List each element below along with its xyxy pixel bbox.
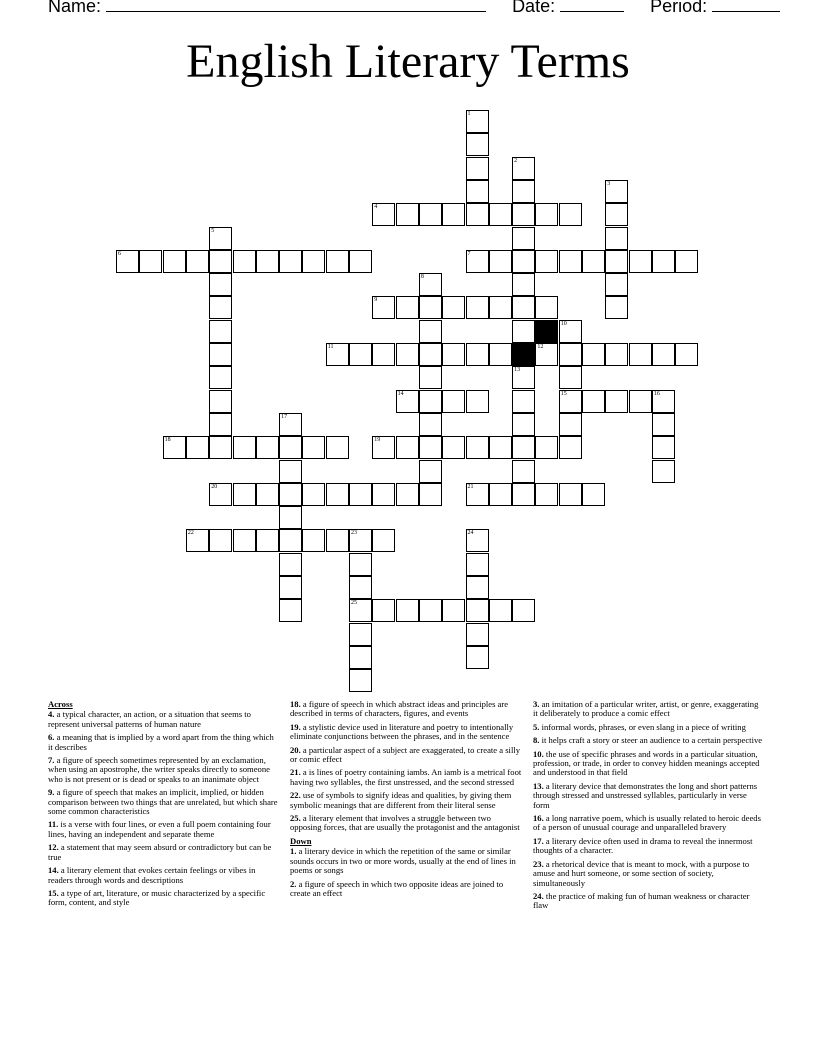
grid-cell[interactable] [256, 436, 279, 459]
grid-cell[interactable] [349, 646, 372, 669]
grid-cell[interactable] [559, 366, 582, 389]
clue-number-label: 13 [514, 367, 521, 374]
clue-text: a rhetorical device that is meant to mock, with a purpose to amuse and hurt someone, or some section of society, simultaneously [533, 858, 750, 888]
grid-cell[interactable] [652, 250, 675, 273]
grid-cell[interactable] [559, 436, 582, 459]
clue-number-label: 18 [164, 437, 171, 444]
grid-cell[interactable] [209, 436, 232, 459]
clue-number: 8. [533, 735, 540, 746]
clue-number-label: 3 [607, 180, 611, 187]
grid-cell[interactable] [489, 436, 512, 459]
grid-cell[interactable] [419, 366, 442, 389]
grid-cell[interactable] [605, 273, 628, 296]
clue-text: a statement that may seem absurd or contradictory but can be true [48, 842, 272, 862]
grid-cell[interactable] [279, 529, 302, 552]
grid-cell[interactable] [466, 599, 489, 622]
clue-number: 6. [48, 732, 55, 743]
clue-text: the use of specific phrases and words in a particular situation, profession, or trade, in order to convey hidden meanings accepted and understood in that field [533, 748, 760, 778]
clue-number: 23. [533, 858, 544, 869]
clue-number-label: 7 [467, 250, 471, 257]
clue-item [533, 892, 765, 911]
grid-cell[interactable] [559, 250, 582, 273]
grid-cell[interactable] [279, 413, 302, 436]
grid-cell[interactable] [256, 250, 279, 273]
clue-number: 7. [48, 755, 55, 766]
clue-number: 3. [533, 699, 540, 709]
clue-item [290, 700, 522, 719]
grid-cell[interactable] [419, 203, 442, 226]
grid-cell[interactable] [489, 483, 512, 506]
grid-cell[interactable] [535, 296, 558, 319]
grid-cell[interactable] [396, 436, 419, 459]
grid-cell[interactable] [442, 296, 465, 319]
clue-item [48, 843, 280, 862]
grid-cell[interactable] [512, 296, 535, 319]
grid-cell[interactable] [209, 227, 232, 250]
clue-number: 18. [290, 699, 301, 709]
clue-text: a literary device that demonstrates the long and short patterns through stressed and unstressed syllables, particularly in verse form [533, 780, 758, 810]
grid-cell[interactable] [535, 483, 558, 506]
grid-cell[interactable] [372, 296, 395, 319]
clue-number: 16. [533, 813, 544, 824]
grid-cell[interactable] [466, 576, 489, 599]
clue-item [48, 866, 280, 885]
grid-cell[interactable] [233, 250, 256, 273]
grid-cell[interactable] [163, 436, 186, 459]
grid-cell[interactable] [582, 390, 605, 413]
page-title: English Literary Terms [186, 35, 630, 88]
grid-cell[interactable] [466, 343, 489, 366]
clue-item [533, 814, 765, 833]
clue-number-label: 23 [351, 530, 357, 537]
clue-text: a figure of speech in which two opposite ideas are joined to create an effect [290, 878, 504, 898]
grid-cell[interactable] [209, 343, 232, 366]
clue-item [48, 889, 280, 908]
clue-number: 17. [533, 835, 544, 846]
grid-cell[interactable] [349, 529, 372, 552]
grid-cell[interactable] [419, 320, 442, 343]
grid-cell[interactable] [419, 390, 442, 413]
clue-item [533, 860, 765, 888]
grid-cell[interactable] [302, 250, 325, 273]
grid-cell[interactable] [233, 483, 256, 506]
grid-cell[interactable] [466, 553, 489, 576]
grid-cell[interactable] [535, 436, 558, 459]
grid-cell[interactable] [396, 483, 419, 506]
grid-cell[interactable] [582, 343, 605, 366]
grid-cell[interactable] [279, 483, 302, 506]
grid-cell[interactable] [442, 343, 465, 366]
clue-number-label: 14 [397, 390, 404, 397]
grid-cell[interactable] [349, 669, 372, 692]
grid-cell[interactable] [419, 483, 442, 506]
clue-number-label: 2 [514, 157, 518, 164]
grid-cell[interactable] [209, 390, 232, 413]
grid-cell[interactable] [279, 553, 302, 576]
clue-item [290, 746, 522, 765]
grid-cell[interactable] [629, 390, 652, 413]
grid-cell[interactable] [209, 483, 232, 506]
clue-item [533, 782, 765, 810]
clue-number-label: 21 [467, 483, 474, 490]
clue-text: a literary element that evokes certain feelings or vibes in readers through words and descriptions [48, 865, 256, 885]
clue-number-label: 11 [327, 344, 334, 350]
clue-item [290, 880, 522, 899]
grid-cell[interactable] [466, 133, 489, 156]
clue-number: 1. [290, 846, 297, 857]
clue-text: a long narrative poem, which is usually related to heroic deeds of a person of unusual courage and unparalleled bravery [533, 813, 761, 833]
grid-cell[interactable] [489, 203, 512, 226]
clue-number: 19. [290, 721, 301, 732]
grid-cell[interactable] [652, 413, 675, 436]
clue-text: a figure of speech sometimes represented by an exclamation, when using an apostrophe, the writer speaks directly to someone who is not present or is dead or speaks to an inanimate object [48, 755, 270, 784]
clue-number: 14. [48, 865, 59, 876]
grid-cell[interactable] [302, 483, 325, 506]
grid-cell[interactable] [512, 180, 535, 203]
grid-cell[interactable] [372, 203, 395, 226]
grid-cell[interactable] [512, 599, 535, 622]
clue-text: the practice of making fun of human weakness or character flaw [533, 890, 750, 911]
grid-cell[interactable] [209, 320, 232, 343]
grid-cell[interactable] [512, 366, 535, 389]
grid-cell[interactable] [442, 599, 465, 622]
grid-cell[interactable] [559, 343, 582, 366]
clue-number: 24. [533, 890, 544, 901]
clue-number-label: 25 [351, 600, 357, 607]
grid-cell[interactable] [535, 203, 558, 226]
clue-number: 9. [48, 787, 55, 798]
clue-number-label: 6 [118, 250, 121, 257]
clue-item [290, 791, 522, 810]
grid-cell[interactable] [349, 623, 372, 646]
grid-cell[interactable] [512, 250, 535, 273]
grid-cell[interactable] [605, 250, 628, 273]
black-cell [535, 320, 558, 343]
clue-number: 5. [533, 721, 540, 732]
grid-cell[interactable] [372, 599, 395, 622]
clue-number-label: 20 [211, 483, 218, 490]
grid-cell[interactable] [652, 390, 675, 413]
grid-cell[interactable] [489, 599, 512, 622]
grid-cell[interactable] [559, 203, 582, 226]
grid-cell[interactable] [419, 296, 442, 319]
clue-number: 15. [48, 887, 59, 898]
grid-cell[interactable] [163, 250, 186, 273]
clue-number: 4. [48, 709, 55, 720]
clue-item [48, 733, 280, 752]
grid-cell[interactable] [605, 203, 628, 226]
grid-cell[interactable] [652, 460, 675, 483]
clue-text: a figure of speech in which abstract ideas and principles are described in terms of characters, figures, and events [290, 699, 509, 719]
clue-text: is a verse with four lines, or even a full poem containing four lines, having an independent and separate theme [48, 819, 271, 839]
grid-cell[interactable] [535, 250, 558, 273]
grid-cell[interactable] [139, 250, 162, 273]
grid-cell[interactable] [466, 296, 489, 319]
grid-cell[interactable] [302, 529, 325, 552]
grid-cell[interactable] [466, 203, 489, 226]
clue-text: a literary device often used in drama to reveal the innermost thoughts of a character. [533, 835, 753, 856]
clue-number-label: 10 [560, 320, 567, 327]
grid-cell[interactable] [466, 250, 489, 273]
grid-cell[interactable] [489, 250, 512, 273]
clue-text: a typical character, an action, or a situation that seems to represent universal patterns of human nature [48, 709, 251, 729]
grid-cell[interactable] [186, 436, 209, 459]
clue-column-1 [48, 700, 280, 912]
clue-text: a is lines of poetry containing iambs. An iamb is a metrical foot having two syllables, the first unstressed, and the second stressed [290, 767, 522, 787]
grid-cell[interactable] [582, 483, 605, 506]
grid-cell[interactable] [442, 203, 465, 226]
clue-text: use of symbols to signify ideas and qualities, by giving them symbolic meanings that are different from their literal sense [290, 790, 512, 810]
clue-text: a stylistic device used in literature and poetry to intentionally eliminate conjunctions between the phrases, and in the sentence [290, 721, 514, 742]
grid-cell[interactable] [326, 483, 349, 506]
date-label: Date: [512, 0, 556, 16]
grid-cell[interactable] [349, 599, 372, 622]
grid-cell[interactable] [302, 436, 325, 459]
grid-cell[interactable] [512, 483, 535, 506]
clue-number: 11. [48, 819, 59, 830]
grid-cell[interactable] [535, 343, 558, 366]
grid-cell[interactable] [605, 180, 628, 203]
grid-cell[interactable] [396, 296, 419, 319]
grid-cell[interactable] [209, 529, 232, 552]
clue-number-label: 12 [537, 344, 544, 350]
clue-text: it helps craft a story or steer an audience to a certain perspective [539, 735, 763, 746]
clue-item [533, 736, 765, 745]
grid-cell[interactable] [349, 553, 372, 576]
grid-cell[interactable] [279, 250, 302, 273]
clue-number-label: 17 [281, 413, 288, 420]
grid-cell[interactable] [605, 390, 628, 413]
clue-item [290, 814, 522, 833]
clue-item [290, 768, 522, 787]
grid-cell[interactable] [419, 460, 442, 483]
clue-item [290, 723, 522, 742]
clue-number-label: 16 [653, 390, 660, 397]
grid-cell[interactable] [466, 623, 489, 646]
clue-text: a type of art, literature, or music characterized by a specific form, content, and style [48, 887, 266, 908]
clue-text: a literary element that involves a struggle between two opposing forces, that are usually the protagonist and the antagonist [290, 813, 520, 833]
grid-cell[interactable] [652, 343, 675, 366]
clue-item [48, 756, 280, 784]
grid-cell[interactable] [326, 436, 349, 459]
grid-cell[interactable] [512, 203, 535, 226]
clue-item [48, 820, 280, 839]
clue-number: 25. [290, 813, 301, 824]
clue-number: 10. [533, 748, 544, 759]
clue-number-label: 22 [187, 530, 194, 537]
grid-cell[interactable] [512, 273, 535, 296]
grid-cell[interactable] [652, 436, 675, 459]
grid-cell[interactable] [489, 296, 512, 319]
grid-cell[interactable] [256, 529, 279, 552]
name-label: Name: [48, 0, 102, 16]
clue-text: a particular aspect of a subject are exaggerated, to create a silly or comic effect [290, 744, 521, 765]
clue-column-2 [290, 700, 522, 902]
grid-cell[interactable] [419, 436, 442, 459]
grid-cell[interactable] [489, 343, 512, 366]
grid-cell[interactable] [419, 599, 442, 622]
period-label: Period: [650, 0, 708, 16]
grid-cell[interactable] [512, 390, 535, 413]
grid-cell[interactable] [279, 599, 302, 622]
grid-cell[interactable] [186, 250, 209, 273]
grid-cell[interactable] [233, 436, 256, 459]
grid-cell[interactable] [209, 273, 232, 296]
grid-cell[interactable] [372, 529, 395, 552]
grid-cell[interactable] [466, 436, 489, 459]
clue-item [48, 788, 280, 816]
clue-number-label: 1 [467, 111, 471, 117]
grid-cell[interactable] [559, 483, 582, 506]
grid-cell[interactable] [675, 343, 698, 366]
grid-cell[interactable] [512, 227, 535, 250]
grid-cell[interactable] [209, 366, 232, 389]
clue-text: an imitation of a particular writer, artist, or genre, exaggerating it deliberately to produce a comic effect [533, 699, 759, 719]
clue-number-label: 8 [420, 274, 424, 281]
grid-cell[interactable] [279, 506, 302, 529]
grid-cell[interactable] [279, 436, 302, 459]
grid-cell[interactable] [372, 483, 395, 506]
grid-cell[interactable] [629, 343, 652, 366]
clue-text: informal words, phrases, or even slang in a piece of writing [539, 721, 746, 732]
grid-cell[interactable] [396, 203, 419, 226]
grid-cell[interactable] [396, 343, 419, 366]
grid-cell[interactable] [326, 343, 349, 366]
grid-cell[interactable] [116, 250, 139, 273]
grid-cell[interactable] [466, 110, 489, 133]
grid-cell[interactable] [349, 250, 372, 273]
grid-cell[interactable] [442, 390, 465, 413]
grid-cell[interactable] [209, 413, 232, 436]
grid-cell[interactable] [233, 529, 256, 552]
grid-cell[interactable] [372, 343, 395, 366]
grid-cell[interactable] [512, 436, 535, 459]
clue-number: 2. [290, 878, 297, 889]
clue-number: 13. [533, 780, 544, 791]
grid-cell[interactable] [186, 529, 209, 552]
grid-cell[interactable] [582, 250, 605, 273]
clue-number-label: 19 [374, 437, 381, 444]
grid-cell[interactable] [559, 320, 582, 343]
clue-number-label: 15 [560, 390, 567, 397]
clue-item [533, 837, 765, 856]
clue-number-label: 4 [374, 204, 378, 211]
grid-cell[interactable] [372, 436, 395, 459]
down-heading: Down [290, 835, 312, 846]
grid-cell[interactable] [419, 413, 442, 436]
across-heading: Across [48, 699, 73, 709]
grid-cell[interactable] [349, 483, 372, 506]
grid-cell[interactable] [326, 250, 349, 273]
grid-cell[interactable] [466, 390, 489, 413]
grid-cell[interactable] [209, 296, 232, 319]
clue-number: 22. [290, 790, 301, 801]
clue-item [48, 710, 280, 729]
grid-cell[interactable] [605, 343, 628, 366]
clue-number: 20. [290, 744, 301, 755]
grid-cell[interactable] [466, 483, 489, 506]
clue-column-3 [533, 700, 765, 915]
grid-cell[interactable] [629, 250, 652, 273]
clue-item [533, 700, 765, 719]
grid-cell[interactable] [466, 646, 489, 669]
clue-number-label: 5 [211, 227, 215, 234]
clue-number: 12. [48, 842, 59, 853]
grid-cell[interactable] [559, 390, 582, 413]
clue-number-label: 9 [374, 297, 378, 304]
grid-cell[interactable] [209, 250, 232, 273]
grid-cell[interactable] [512, 460, 535, 483]
grid-cell[interactable] [279, 576, 302, 599]
grid-cell[interactable] [512, 413, 535, 436]
grid-cell[interactable] [466, 180, 489, 203]
grid-cell[interactable] [419, 343, 442, 366]
clue-item [533, 750, 765, 778]
grid-cell[interactable] [326, 529, 349, 552]
grid-cell[interactable] [466, 157, 489, 180]
grid-cell[interactable] [605, 227, 628, 250]
clue-text: a meaning that is implied by a word apart from the thing which it describes [48, 732, 274, 752]
clue-number: 21. [290, 767, 301, 778]
grid-cell[interactable] [396, 599, 419, 622]
grid-cell[interactable] [559, 413, 582, 436]
grid-cell[interactable] [349, 343, 372, 366]
grid-cell[interactable] [512, 320, 535, 343]
grid-cell[interactable] [466, 529, 489, 552]
grid-cell[interactable] [419, 273, 442, 296]
grid-cell[interactable] [512, 157, 535, 180]
grid-cell[interactable] [256, 483, 279, 506]
grid-cell[interactable] [605, 296, 628, 319]
clue-number-label: 24 [467, 530, 474, 537]
black-cell [512, 343, 535, 366]
grid-cell[interactable] [279, 460, 302, 483]
grid-cell[interactable] [442, 436, 465, 459]
grid-cell[interactable] [396, 390, 419, 413]
grid-cell[interactable] [349, 576, 372, 599]
clue-text: a figure of speech that makes an implicit, implied, or hidden comparison between two things that are unrelated, but which share some common characteristics [48, 787, 278, 817]
grid-cell[interactable] [675, 250, 698, 273]
clue-item [290, 847, 522, 875]
clue-text: a literary device in which the repetition of the same or similar sounds occurs in two or more words, usually at the end of lines in poems or songs [290, 846, 516, 876]
clue-item [533, 723, 765, 732]
